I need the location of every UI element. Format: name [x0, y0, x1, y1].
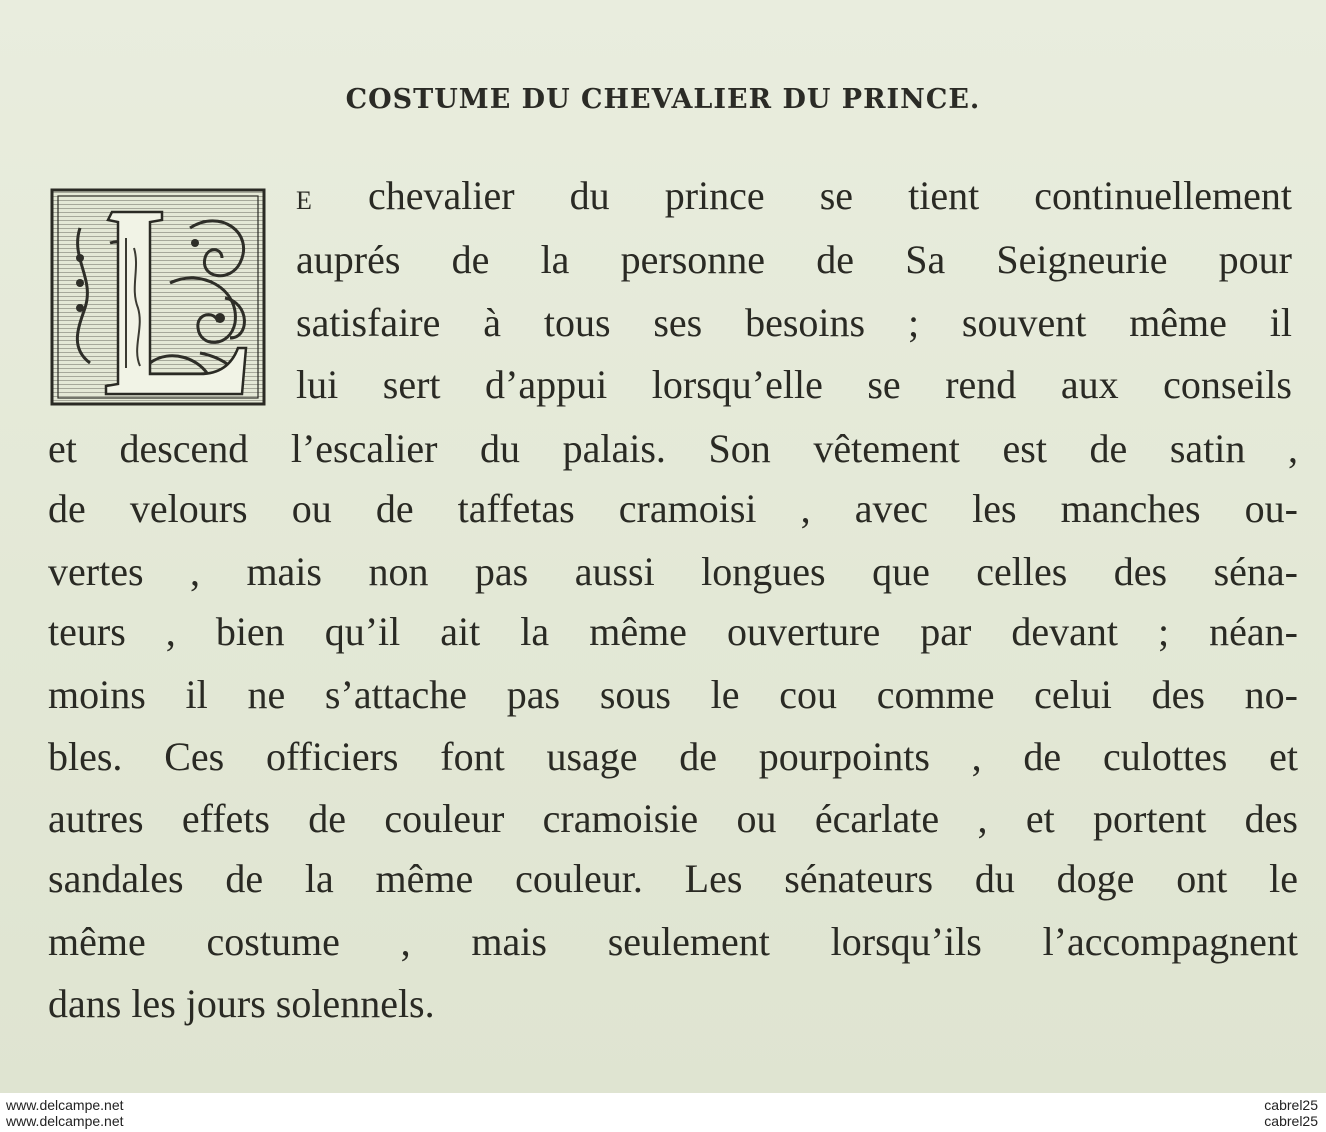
- watermark-seller: cabrel25: [1264, 1097, 1318, 1113]
- text-line-5: et descend l’escalier du palais. Son vêtement est de satin ,: [48, 426, 1298, 471]
- text-line-10: bles. Ces officiers font usage de pourpoints , de culottes et: [48, 734, 1298, 779]
- text-line-11: autres effets de couleur cramoisie ou écarlate , et portent des: [48, 796, 1298, 841]
- smallcap-letter: E: [296, 186, 313, 215]
- text-line-1-body: chevalier du prince se tient continuellement: [312, 173, 1292, 218]
- ornamental-dropcap-l: [50, 188, 266, 406]
- text-line-1: [296, 172, 1292, 225]
- watermark-seller: cabrel25: [1264, 1113, 1318, 1129]
- text-line-14: dans les jours solennels.: [48, 981, 435, 1026]
- text-line-4: lui sert d’appui lorsqu’elle se rend aux conseils: [296, 362, 1292, 407]
- watermark-site: www.delcampe.net: [6, 1097, 124, 1113]
- text-line-8: teurs , bien qu’il ait la même ouverture par devant ; néan-: [48, 609, 1298, 654]
- text-line-9: moins il ne s’attache pas sous le cou comme celui des no-: [48, 672, 1298, 717]
- text-line-13: même costume , mais seulement lorsqu’ils l’accompagnent: [48, 919, 1298, 964]
- text-line-3: satisfaire à tous ses besoins ; souvent même il: [296, 300, 1292, 345]
- text-line-7: vertes , mais non pas aussi longues que celles des séna-: [48, 549, 1298, 594]
- text-line-6: de velours ou de taffetas cramoisi , avec les manches ou-: [48, 486, 1298, 531]
- ornamental-dropcap-icon: [50, 188, 266, 406]
- watermark-site: www.delcampe.net: [6, 1113, 124, 1129]
- text-line-2: auprés de la personne de Sa Seigneurie pour: [296, 237, 1292, 282]
- watermark-bar: [0, 1093, 1326, 1132]
- text-line-12: sandales de la même couleur. Les sénateurs du doge ont le: [48, 856, 1298, 901]
- page-title: COSTUME DU CHEVALIER DU PRINCE.: [345, 84, 981, 115]
